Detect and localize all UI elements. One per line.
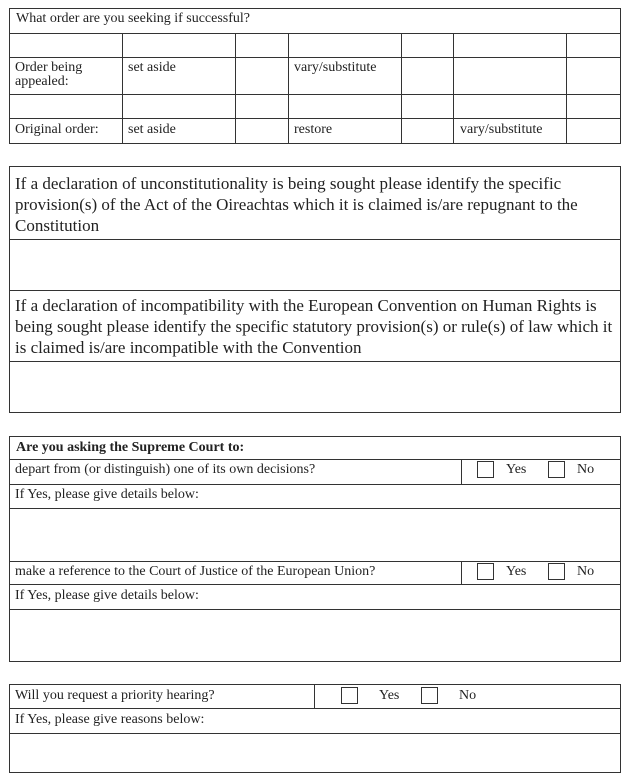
original-set-aside-cell[interactable] <box>236 119 288 144</box>
appealed-set-aside-label: set aside <box>128 60 176 75</box>
divider <box>9 484 621 485</box>
original-set-aside-label: set aside <box>128 122 176 137</box>
divider <box>9 57 621 58</box>
depart-yes-label: Yes <box>506 462 527 477</box>
reference-yes-checkbox[interactable] <box>477 563 494 580</box>
divider <box>9 459 621 460</box>
divider <box>9 94 621 95</box>
reference-no-checkbox[interactable] <box>548 563 565 580</box>
depart-details-field[interactable] <box>10 509 620 561</box>
priority-question: Will you request a priority hearing? <box>15 688 215 703</box>
original-vary-substitute-label: vary/substitute <box>460 122 543 137</box>
divider <box>461 459 462 484</box>
order-question: What order are you seeking if successful? <box>16 11 251 26</box>
divider <box>9 290 621 291</box>
priority-no-label: No <box>459 688 477 703</box>
priority-yes-label: Yes <box>379 688 400 703</box>
divider <box>314 684 315 708</box>
priority-reasons-field[interactable] <box>10 734 620 772</box>
divider <box>9 561 621 562</box>
appealed-vary-substitute-label: vary/substitute <box>294 60 377 75</box>
unconstitutionality-prompt: If a declaration of unconstitutionality is being sought please identify the specific provision(s) of the Act of the Oireachtas which it is claimed is/are repugnant to the Constitution <box>15 174 578 235</box>
original-restore-label: restore <box>294 122 333 137</box>
depart-yes-checkbox[interactable] <box>477 461 494 478</box>
incompatibility-answer-field[interactable] <box>10 362 620 412</box>
reference-no-label: No <box>577 564 595 579</box>
divider <box>9 584 621 585</box>
reference-details-field[interactable] <box>10 610 620 661</box>
depart-question: depart from (or distinguish) one of its own decisions? <box>15 462 316 477</box>
order-appealed-label: Order being appealed: <box>15 60 83 89</box>
original-vary-substitute-cell[interactable] <box>567 119 621 144</box>
appealed-set-aside-cell[interactable] <box>236 58 288 94</box>
priority-reasons-prompt: If Yes, please give reasons below: <box>15 712 205 727</box>
unconstitutionality-answer-field[interactable] <box>10 240 620 290</box>
divider <box>9 33 621 34</box>
reference-yes-label: Yes <box>506 564 527 579</box>
priority-yes-checkbox[interactable] <box>341 687 358 704</box>
divider <box>122 33 123 144</box>
divider <box>9 118 621 119</box>
depart-details-prompt: If Yes, please give details below: <box>15 487 199 502</box>
divider <box>9 708 621 709</box>
priority-no-checkbox[interactable] <box>421 687 438 704</box>
divider <box>288 33 289 144</box>
original-order-label: Original order: <box>15 122 99 137</box>
divider <box>453 33 454 144</box>
divider <box>461 561 462 584</box>
incompatibility-prompt: If a declaration of incompatibility with the European Convention on Human Rights is being sought please identify the specific statutory provision(s) or rule(s) of law which it is claimed is/are incompatible with the Convention <box>15 296 613 357</box>
appealed-vary-substitute-cell[interactable] <box>402 58 453 94</box>
depart-no-label: No <box>577 462 595 477</box>
depart-no-checkbox[interactable] <box>548 461 565 478</box>
reference-question: make a reference to the Court of Justice of the European Union? <box>15 564 376 579</box>
reference-details-prompt: If Yes, please give details below: <box>15 588 199 603</box>
original-restore-cell[interactable] <box>402 119 453 144</box>
supreme-court-heading: Are you asking the Supreme Court to: <box>16 440 245 455</box>
